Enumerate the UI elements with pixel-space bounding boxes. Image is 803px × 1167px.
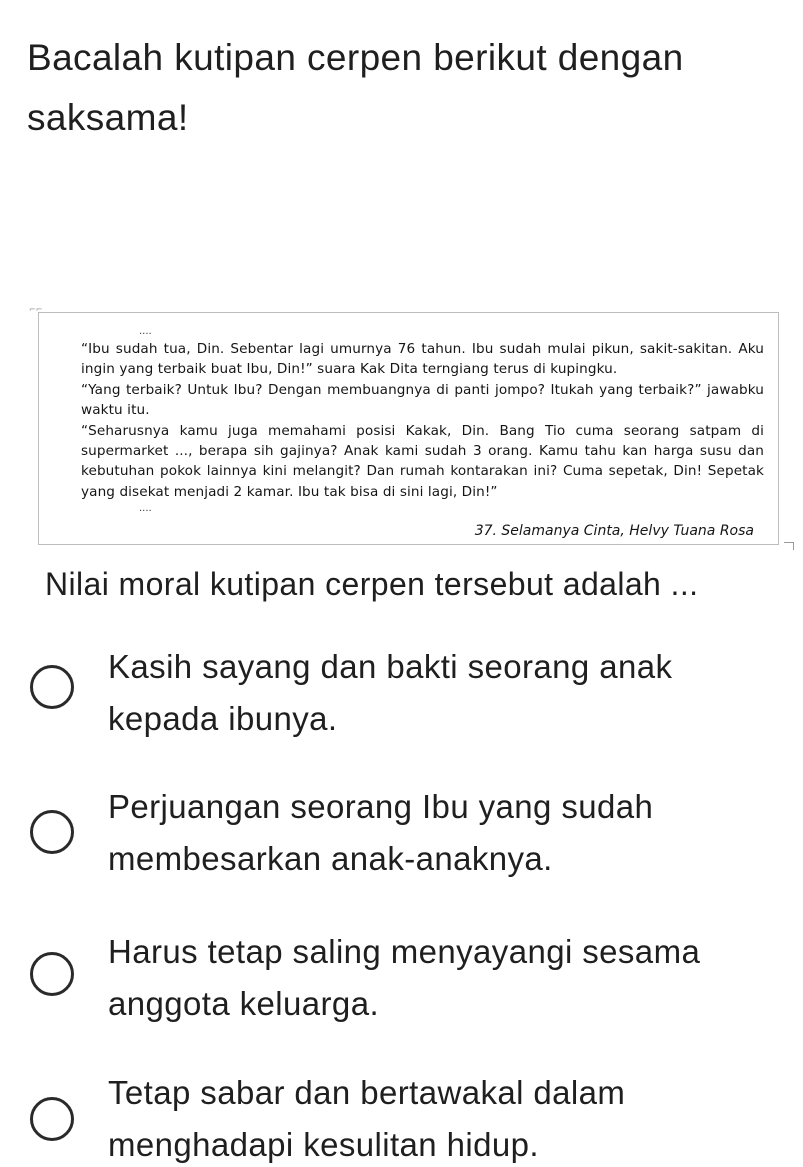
radio-button-icon[interactable] xyxy=(30,665,74,709)
excerpt-source: 37. Selamanya Cinta, Helvy Tuana Rosa xyxy=(474,523,754,539)
radio-button-icon[interactable] xyxy=(30,1097,74,1141)
radio-button-icon[interactable] xyxy=(30,952,74,996)
answer-option-label: Tetap sabar dan bertawakal dalam menghadapi kesulitan hidup. xyxy=(108,1074,626,1163)
answer-option-b[interactable] xyxy=(30,781,790,901)
excerpt-ellipsis-top: .... xyxy=(139,326,152,337)
radio-button-icon[interactable] xyxy=(30,810,74,854)
answer-option-label: Kasih sayang dan bakti seorang anak kepada ibunya. xyxy=(108,648,673,737)
story-excerpt-image xyxy=(29,305,779,545)
instruction-text: Bacalah kutipan cerpen berikut dengan saksama! xyxy=(27,37,684,138)
answer-option-label: Harus tetap saling menyayangi sesama anggota keluarga. xyxy=(108,933,701,1022)
excerpt-paragraph: “Yang terbaik? Untuk Ibu? Dengan membuangnya di panti jompo? Itukah yang terbaik?” jawabku waktu itu. xyxy=(81,381,764,419)
excerpt-paragraph: “Seharusnya kamu juga memahami posisi Kakak, Din. Bang Tio cuma seorang satpam di supermarket ..., berapa sih gajinya? Anak kami sudah 3 orang. Kamu tahu kan harga susu dan kebutuhan pokok lainnya kini melangit? Dan rumah kontarakan ini? Cuma sepetak, Din! Sepetak yang disekat menjadi 2 kamar. Ibu tak bisa di sini lagi, Din!” xyxy=(81,422,764,500)
excerpt-paragraph: “Ibu sudah tua, Din. Sebentar lagi umurnya 76 tahun. Ibu sudah mulai pikun, sakit-sakitan. Aku ingin yang terbaik buat Ibu, Din!” suara Kak Dita terngiang terus di kupingku. xyxy=(81,341,764,378)
corner-mark-icon: ⌐⌐ xyxy=(29,305,43,314)
answer-option-d[interactable] xyxy=(30,1067,790,1167)
answer-option-a[interactable] xyxy=(30,641,790,761)
answer-option-label: Perjuangan seorang Ibu yang sudah membesarkan anak-anaknya. xyxy=(108,788,654,877)
corner-tick-icon xyxy=(784,542,794,550)
excerpt-ellipsis-bottom: .... xyxy=(139,503,152,515)
question-text: Nilai moral kutipan cerpen tersebut adalah ... xyxy=(45,566,699,602)
answer-option-c[interactable] xyxy=(30,926,790,1046)
